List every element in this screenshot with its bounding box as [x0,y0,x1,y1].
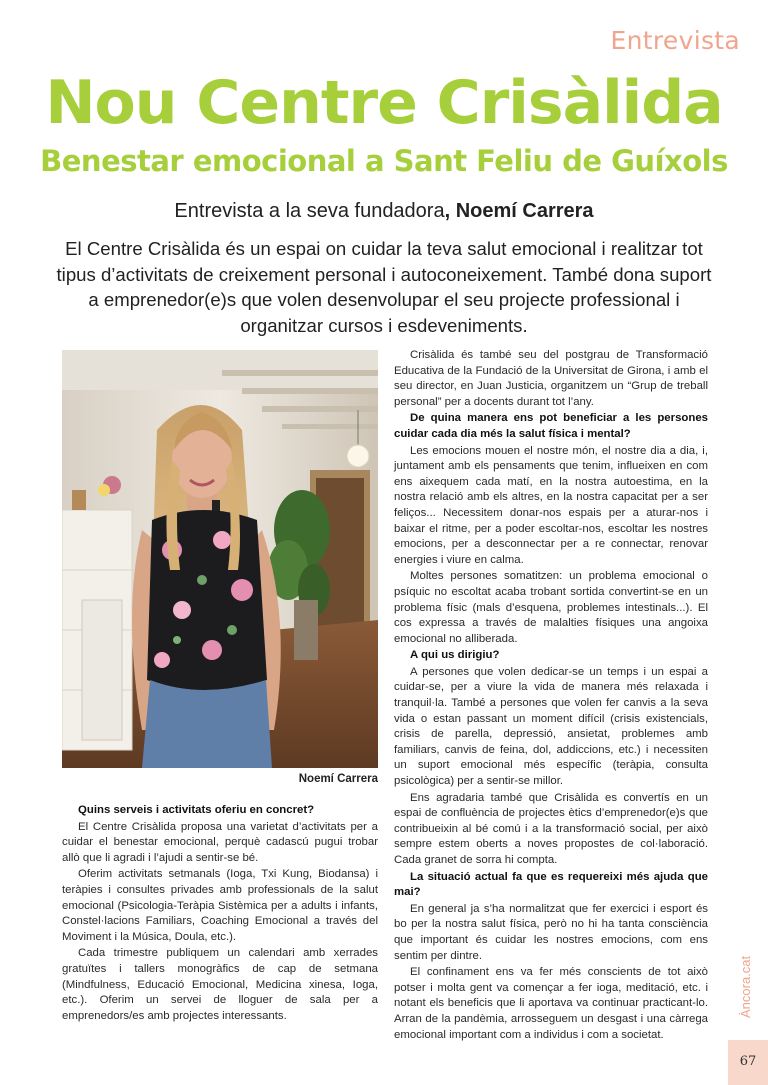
right-column [394,348,708,1044]
sidebar-publication-text: Àncora.cat [738,955,753,1018]
byline [0,197,768,225]
question-heading: De quina manera ens pot beneficiar a les persones cuidar cada dia més la salut física i mental? [394,412,708,440]
answer-paragraph: Moltes persones somatitzen: un problema emocional o psíquic no escoltat acaba trobant sortida convertint-se en un problema físic (mals d’esquena, problemes intestinals...). El cos expressa a través de malalties físiques una angoixa emocional no alliberada. [394,570,708,645]
photo-caption: Noemí Carrera [298,773,378,785]
article-headline: Nou Centre Crisàlida [45,68,723,138]
answer-paragraph: A persones que volen dedicar-se un temps i un espai a cuidar-se, per a viure la vida de manera més relaxada i tranquil·la. També a persones que volen fer canvis a la seva vida o estan passant un moment difícil (crisis existencials, crisis de parella, depressió, ansietat, problemes amb familiars, canvis de feina, dol, addiccions, etc.) i necessiten un suport emocional més específic (teràpia, consulta psicològica) per a sentir-se millor. [394,665,708,788]
answer-paragraph: Les emocions mouen el nostre món, el nostre dia a dia, i, juntament amb els pensaments que tenim, influeixen en com ens aixequem cada matí, en la nostra autoestima, en la nostra relació amb els altres, en la nostra capacitat per a ser feliços... Necessitem donar-nos espais per a aturar-nos i baixar el ritme, per a poder escoltar-nos, escoltar les nostres emocions, per a desconnectar per a re connectar, renovar energies i viure en calma. [394,444,708,566]
sidebar-publication-tag [736,880,756,1020]
question-heading: La situació actual fa que es requereixi més ajuda que mai? [394,870,708,899]
byline-prefix: Entrevista a la seva fundadora [174,200,445,222]
answer-paragraph: Crisàlida és també seu del postgrau de Transformació Educativa de la Fundació de la Universitat de Girona, i amb el seu director, en Juan Justicia, organitzem un “Grup de treball personal” per a docents durant tot l’any. [394,349,708,408]
answer-paragraph: Ens agradaria també que Crisàlida es convertís en un espai de confluència de projectes ètics d’emprenedor(e)s que contribueixin al bé comú i a la transformació social, per això sempre estem oberts a noves propostes de col·laboració. Cada granet de sorra hi compta. [394,791,708,866]
article-subheadline: Benestar emocional a Sant Feliu de Guíxols [40,144,728,178]
section-label: Entrevista [610,26,740,55]
answer-paragraph: El Centre Crisàlida proposa una varietat d’activitats per a cuidar el benestar emocional, perquè cadascú pugui trobar allò que li agradi i l’ajudi a sentir-se bé. [62,820,378,864]
page-number-tab [728,1040,768,1085]
byline-name: , Noemí Carrera [444,200,594,222]
answer-paragraph: Oferim activitats setmanals (Ioga, Txi Kung, Biodansa) i teràpies i consultes privades amb professionals de la salut emocional (Psicologia-Teràpia Sistèmica per a adults i infants, Constel·lacions Familiars, Coaching Emocional a través del Moviment i la Música, Doula, etc.). [62,868,378,943]
page-number: 67 [739,1054,757,1069]
portrait-photo [62,350,378,768]
question-heading: A qui us dirigiu? [410,649,500,662]
question-heading: Quins serveis i activitats oferiu en concret? [78,804,315,816]
answer-paragraph: En general ja s’ha normalitzat que fer exercici i esport és bo per la nostra salut física, però no hi ha tanta consciència que important és cuidar les nostres emocions, com ens sentim per dintre. [394,902,708,962]
left-column [62,802,378,1025]
answer-paragraph: Cada trimestre publiquem un calendari amb xerrades gratuïtes i tallers monogràfics de cap de setmana (Mindfulness, Educació Emocional, Medicina xinesa, Ioga, etc.). Oferim un servei de lloguer de sala per a emprenedors/es amb projectes interessants. [62,947,378,1022]
intro-paragraph: El Centre Crisàlida és un espai on cuidar la teva salut emocional i realitzar tot tipus d’activitats de creixement personal i autoconeixement. També dona suport a emprenedor(e)s que volen desenvolupar el seu projecte professional i organitzar cursos i esdeveniments. [56,238,712,336]
answer-paragraph: El confinament ens va fer més conscients de tot això potser i molta gent va començar a fer ioga, meditació, etc. i notant els beneficis que li aportava va continuar practicant-lo. Arran de la pandèmia, arrosseguem un desgast i una càrrega emocional important com a individus i com a societat. [394,966,708,1041]
